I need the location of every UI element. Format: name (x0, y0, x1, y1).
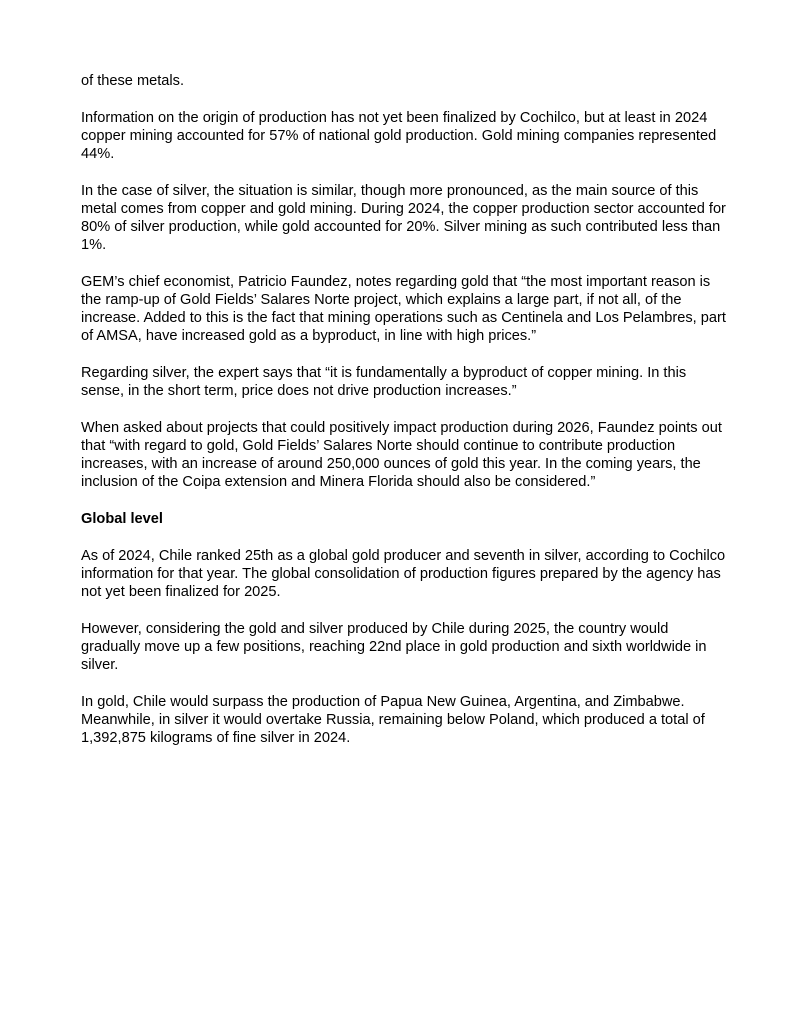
paragraph: GEM’s chief economist, Patricio Faundez, notes regarding gold that “the most important reason is the ramp-up of Gold Fields’ Salares Norte project, which explains a large part, if not all, of the increase. Added to this is the fact that mining operations such as Centinela and Los Pelambres, part of AMSA, have increased gold as a byproduct, in line with high prices.” (81, 274, 726, 344)
section-heading: Global level (81, 511, 163, 527)
document-page (81, 72, 731, 766)
paragraph: When asked about projects that could positively impact production during 2026, Faundez points out that “with regard to gold, Gold Fields’ Salares Norte should continue to contribute production increases, with an increase of around 250,000 ounces of gold this year. In the coming years, the inclusion of the Coipa extension and Minera Florida should also be considered.” (81, 420, 722, 490)
paragraph: In the case of silver, the situation is similar, though more pronounced, as the main source of this metal comes from copper and gold mining. During 2024, the copper production sector accounted for 80% of silver production, while gold accounted for 20%. Silver mining as such contributed less than 1%. (81, 183, 726, 253)
paragraph: Regarding silver, the expert says that “it is fundamentally a byproduct of copper mining. In this sense, in the short term, price does not drive production increases.” (81, 365, 687, 399)
paragraph: Information on the origin of production has not yet been finalized by Cochilco, but at least in 2024 copper mining accounted for 57% of national gold production. Gold mining companies represented 44%. (81, 110, 717, 162)
paragraph: of these metals. (81, 73, 185, 89)
paragraph: As of 2024, Chile ranked 25th as a global gold producer and seventh in silver, according to Cochilco information for that year. The global consolidation of production figures prepared by the agency has not yet been finalized for 2025. (81, 548, 726, 600)
paragraph: In gold, Chile would surpass the production of Papua New Guinea, Argentina, and Zimbabwe. Meanwhile, in silver it would overtake Russia, remaining below Poland, which produced a total of 1,392,875 kilograms of fine silver in 2024. (81, 694, 705, 746)
paragraph: However, considering the gold and silver produced by Chile during 2025, the country would gradually move up a few positions, reaching 22nd place in gold production and sixth worldwide in silver. (81, 621, 707, 673)
